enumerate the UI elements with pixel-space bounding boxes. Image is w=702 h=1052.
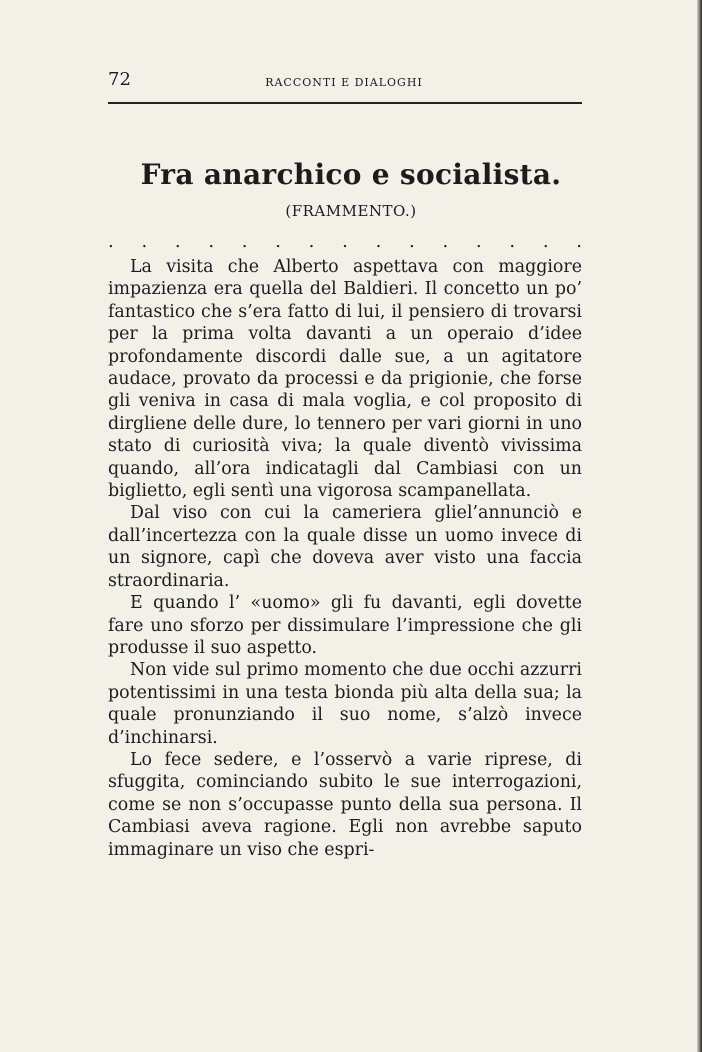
- paragraph: Dal viso con cui la cameriera gliel’annunciò e dall’incertezza con la quale disse un uomo invece di un signore, capì che doveva aver visto una faccia straordinaria.: [108, 503, 582, 591]
- paragraph: Non vide sul primo momento che due occhi azzurri potentissimi in una testa bionda più alta della sua; la quale pronunziando il suo nome, s’alzò invece d’inchinarsi.: [108, 660, 582, 748]
- chapter-title: Fra anarchico e socialista.: [140, 158, 562, 191]
- body-text: [108, 256, 582, 861]
- page-number: 72: [108, 69, 131, 90]
- running-head: RACCONTI E DIALOGHI: [265, 76, 423, 89]
- page-header: [108, 66, 580, 98]
- paragraph: La visita che Alberto aspettava con maggiore impazienza era quella del Baldieri. Il concetto un po’ fantastico che s’era fatto di lui, il pensiero di trovarsi per la prima volta davanti a un operaio d’idee profondamente discordi dalle sue, a un agitatore audace, provato da processi e da prigionie, che forse gli veniva in casa di mala voglia, e col proposito di dirgliene delle dure, lo tennero per vari giorni in uno stato di curiosità viva; la quale diventò vivissima quando, all’ora indicatagli dal Cambiasi con un biglietto, egli sentì una vigorosa scampanellata.: [108, 257, 582, 502]
- paragraph: Lo fece sedere, e l’osservò a varie riprese, di sfuggita, cominciando subito le sue interrogazioni, come se non s’occupasse punto della sua persona. Il Cambiasi aveva ragione. Egli non avrebbe saputo immaginare un viso che espri-: [108, 749, 582, 860]
- ellipsis-line: . . . . . . . . . . . . . . .: [108, 231, 582, 252]
- header-rule: [108, 102, 582, 104]
- paragraph: E quando l’ «uomo» gli fu davanti, egli dovette fare uno sforzo per dissimulare l’impressione che gli produsse il suo aspetto.: [108, 593, 582, 658]
- page-edge-shadow: [697, 0, 702, 1052]
- chapter-subtitle: (FRAMMENTO.): [285, 202, 417, 220]
